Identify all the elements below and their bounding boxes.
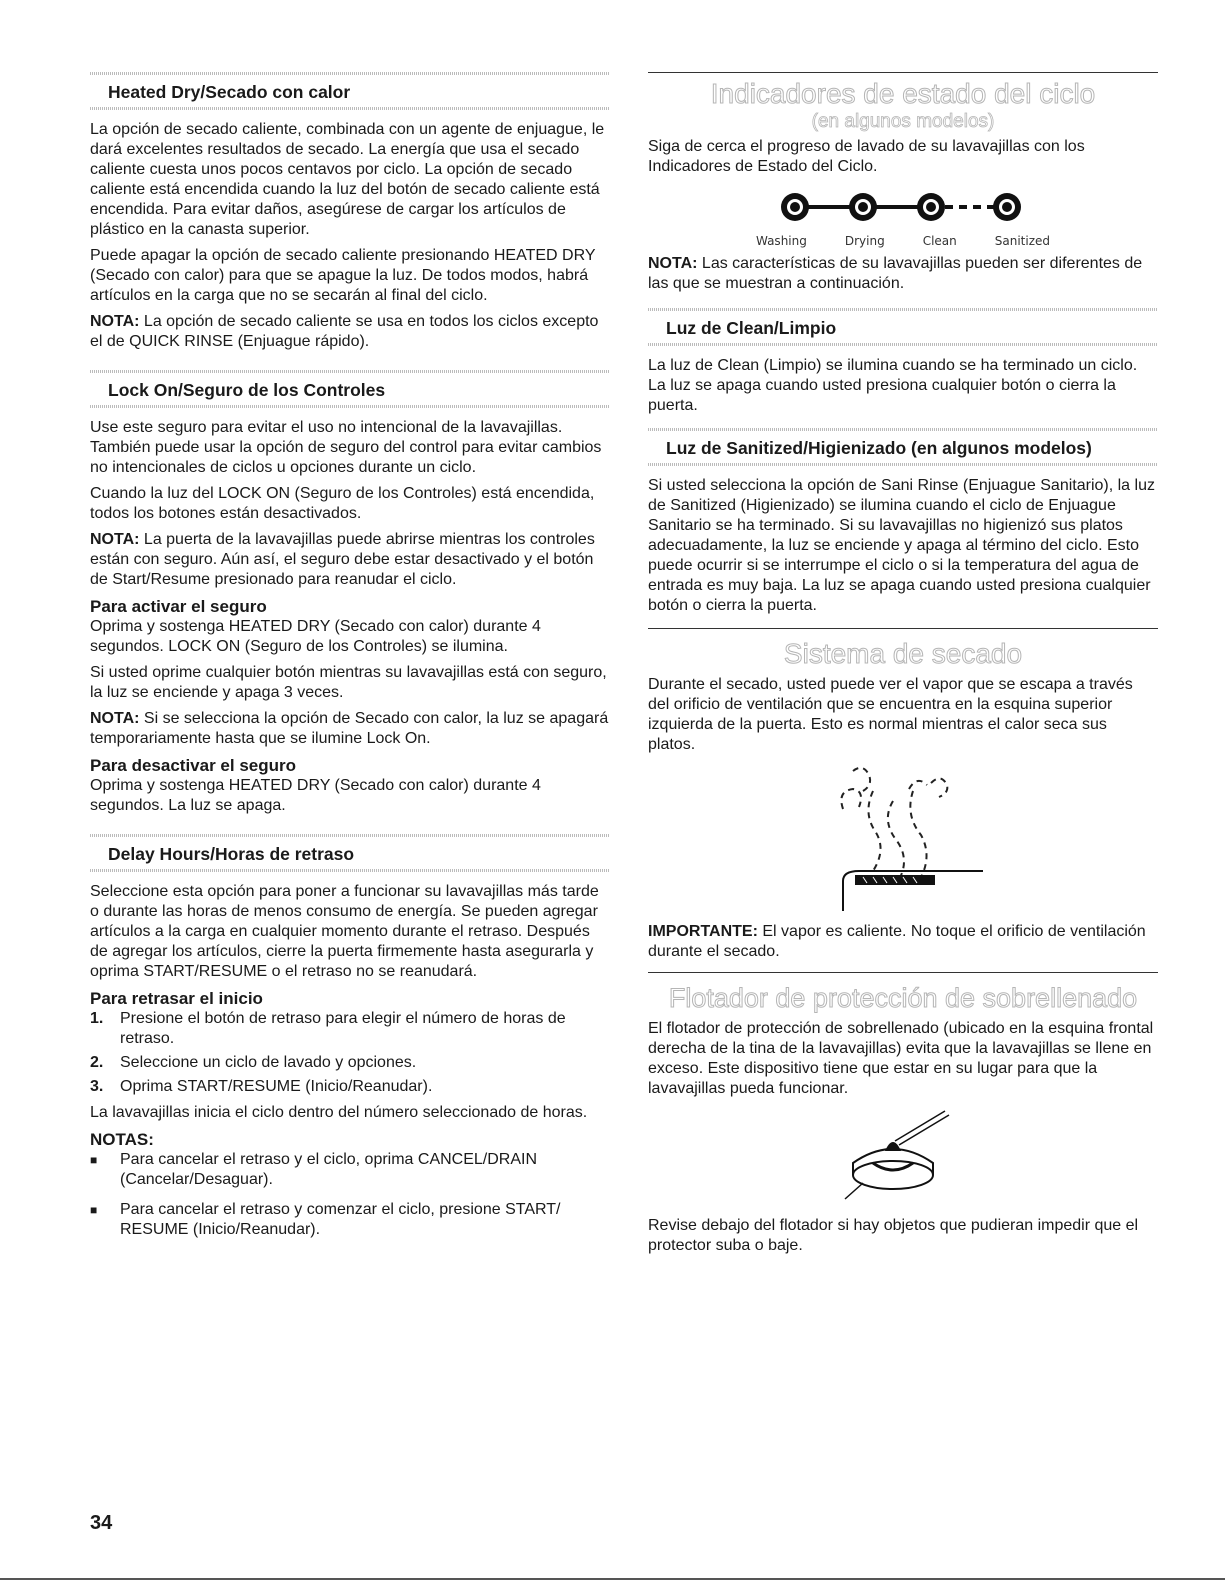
note-item-text: Para cancelar el retraso y comenzar el ciclo, presione START/ RESUME (Inicio/Reanudar).: [120, 1201, 561, 1238]
left-column: [90, 72, 610, 1250]
page-bottom-edge: [0, 1578, 1225, 1580]
status-lights-diagram: [773, 187, 1033, 227]
square-bullet-icon: ■: [90, 1153, 98, 1167]
sanitized-light-paragraph: Si usted selecciona la opción de Sani Rinse (Enjuague Sanitario), la luz de Sanitized (Higienizado) se ilumina cuando el ciclo de Enjuague Sanitario se ha terminado. Si su lavavajillas no higienizó sus platos adecuadamente, la luz se enciende y apaga al término del ciclo. Esto puede ocurrir si se interrumpe el ciclo o si la temperatura del agua de entrada es muy baja. La luz se apaga cuando usted presiona cualquier botón o cierra la puerta.: [648, 477, 1155, 614]
overfill-title: Flotador de protección de sobrellenado: [668, 983, 1138, 1013]
lock-note: [90, 530, 610, 590]
step-text: Presione el botón de retraso para elegir el número de horas de retraso.: [120, 1010, 566, 1047]
section-rule: [648, 628, 1158, 629]
deactivate-lock-heading: Para desactivar el seguro: [90, 756, 297, 775]
activate-lock-paragraph-2: Si usted oprime cualquier botón mientras su lavavajillas está con seguro, la luz se enciende y apaga 3 veces.: [90, 664, 607, 701]
status-label-washing: Washing: [755, 234, 807, 248]
steam-vent-illustration: [648, 761, 1158, 916]
activate-lock-heading: Para activar el seguro: [90, 597, 267, 616]
heated-dry-paragraph-1: La opción de secado caliente, combinada con un agente de enjuague, le dará excelentes resultados de secado. La energía que usa el secado caliente cuesta unos pocos centavos por ciclo. La opción de secado caliente está encendida cuando la luz del botón de secado caliente está encendida. Para evitar daños, asegúrese de cargar los artículos de plástico en la canasta superior.: [90, 121, 605, 238]
note-text: Si se selecciona la opción de Secado con calor, la luz se apagará temporariamente hasta que se ilumine Lock On.: [90, 710, 609, 747]
delay-paragraph-1: Seleccione esta opción para poner a funcionar su lavavajillas más tarde o durante las horas de menos consumo de energía. Se pueden agregar artículos a la carga en cualquier momento durante el retraso. Después de agregar los artículos, cierre la puerta firmemente hasta asegurarla y oprima START/RESUME o el retraso no se reanudará.: [90, 883, 599, 980]
section-rule: [90, 72, 610, 75]
section-rule: [90, 834, 610, 837]
float-icon: [833, 1105, 973, 1205]
section-rule: [90, 107, 610, 110]
drying-system-title: Sistema de secado: [783, 638, 1023, 669]
step-number: 1.: [90, 1010, 104, 1027]
drying-system-paragraph: Durante el secado, usted puede ver el vapor que se escapa a través del orificio de ventilación que se encuentra en la esquina superior izquierda de la puerta. Esto es normal mientras el calor seca sus platos.: [648, 676, 1133, 753]
step-number: 3.: [90, 1078, 104, 1095]
list-item: [90, 1053, 610, 1073]
indicators-note: [648, 254, 1158, 294]
lock-paragraph-1: Use este seguro para evitar el uso no intencional de la lavavajillas. También puede usar la opción de seguro del control para evitar cambios no intencionales de ciclos u opciones durante un ciclo.: [90, 419, 602, 476]
list-item: [90, 1009, 610, 1049]
activate-lock-note: [90, 709, 610, 749]
section-rule: [648, 308, 1158, 311]
section-rule: [90, 405, 610, 408]
washing-light-icon: [781, 193, 809, 221]
step-number: 2.: [90, 1054, 104, 1071]
note-text: Las características de su lavavajillas pueden ser diferentes de las que se muestran a continuación.: [648, 255, 1143, 292]
list-item: [90, 1200, 610, 1240]
note-text: La puerta de la lavavajillas puede abrirse mientras los controles están con seguro. Aún así, el seguro debe estar desactivado y el botón de Start/Resume presionado para reanudar el ciclo.: [90, 531, 595, 588]
note-text: La opción de secado caliente se usa en todos los ciclos excepto el de QUICK RINSE (Enjuague rápido).: [90, 313, 599, 350]
right-column: [648, 72, 1158, 1262]
cycle-status-indicators: [648, 187, 1158, 248]
important-text: El vapor es caliente. No toque el orificio de ventilación durante el secado.: [648, 923, 1146, 960]
lock-heading: Lock On/Seguro de los Controles: [108, 380, 386, 400]
important-label: IMPORTANTE:: [648, 923, 758, 940]
indicators-title: Indicadores de estado del ciclo: [710, 78, 1096, 109]
lock-paragraph-2: Cuando la luz del LOCK ON (Seguro de los Controles) está encendida, todos los botones están desactivados.: [90, 485, 595, 522]
section-rule: [648, 972, 1158, 973]
overfill-paragraph-2: Revise debajo del flotador si hay objetos que pudieran impedir que el protector suba o baje.: [648, 1217, 1139, 1254]
list-item: [90, 1077, 610, 1097]
indicators-subtitle: (en algunos modelos): [811, 111, 995, 132]
status-label-drying: Drying: [844, 234, 885, 248]
delay-heading: Delay Hours/Horas de retraso: [108, 844, 355, 864]
clean-light-icon: [917, 193, 945, 221]
note-label: NOTA:: [90, 710, 140, 727]
heated-dry-note: [90, 312, 610, 352]
sanitized-light-icon: [993, 193, 1021, 221]
step-text: Seleccione un ciclo de lavado y opciones.: [120, 1054, 417, 1071]
deactivate-lock-paragraph: Oprima y sostenga HEATED DRY (Secado con calor) durante 4 segundos. La luz se apaga.: [90, 777, 541, 814]
section-rule: [648, 428, 1158, 431]
heated-dry-paragraph-2: Puede apagar la opción de secado caliente presionando HEATED DRY (Secado con calor) para que se apague la luz. De todos modos, habrá artículos en la carga que no se secarán al final del ciclo.: [90, 247, 596, 304]
list-item: [90, 1150, 610, 1190]
note-item-text: Para cancelar el retraso y el ciclo, oprima CANCEL/DRAIN (Cancelar/Desaguar).: [120, 1151, 538, 1188]
overfill-paragraph-1: El flotador de protección de sobrellenado (ubicado en la esquina frontal derecha de la tina de la lavavajillas) evita que la lavavajillas se llene en exceso. Este dispositivo tiene que estar en su lugar para que la lavavajillas pueda funcionar.: [648, 1020, 1154, 1097]
sanitized-light-heading: Luz de Sanitized/Higienizado (en algunos modelos): [666, 438, 1092, 458]
section-rule: [648, 72, 1158, 73]
clean-light-paragraph: La luz de Clean (Limpio) se ilumina cuando se ha terminado un ciclo. La luz se apaga cuando usted presiona cualquier botón o cierra la puerta.: [648, 357, 1138, 414]
indicators-paragraph: Siga de cerca el progreso de lavado de su lavavajillas con los Indicadores de Estado del Ciclo.: [648, 138, 1085, 175]
page-number: 34: [90, 1512, 113, 1534]
square-bullet-icon: ■: [90, 1203, 98, 1217]
heated-dry-heading: Heated Dry/Secado con calor: [108, 82, 351, 102]
activate-lock-paragraph-1: Oprima y sostenga HEATED DRY (Secado con calor) durante 4 segundos. LOCK ON (Seguro de los Controles) se ilumina.: [90, 618, 541, 655]
notes-heading: NOTAS:: [90, 1130, 154, 1149]
notes-list: [90, 1150, 610, 1240]
drying-important-note: [648, 922, 1158, 962]
delay-paragraph-2: La lavavajillas inicia el ciclo dentro del número seleccionado de horas.: [90, 1104, 588, 1121]
status-label-sanitized: Sanitized: [994, 234, 1051, 248]
note-label: NOTA:: [648, 255, 698, 272]
overfill-float-illustration: [648, 1105, 1158, 1210]
status-label-clean: Clean: [922, 234, 957, 248]
section-rule: [90, 370, 610, 373]
step-text: Oprima START/RESUME (Inicio/Reanudar).: [120, 1078, 433, 1095]
drying-light-icon: [849, 193, 877, 221]
clean-light-heading: Luz de Clean/Limpio: [666, 318, 837, 338]
section-rule: [90, 869, 610, 872]
note-label: NOTA:: [90, 313, 140, 330]
section-rule: [648, 463, 1158, 466]
section-rule: [648, 343, 1158, 346]
note-label: NOTA:: [90, 531, 140, 548]
delay-start-heading: Para retrasar el inicio: [90, 989, 263, 1008]
steam-vent-icon: [813, 761, 993, 911]
delay-steps-list: [90, 1009, 610, 1097]
status-labels: [648, 234, 1158, 248]
